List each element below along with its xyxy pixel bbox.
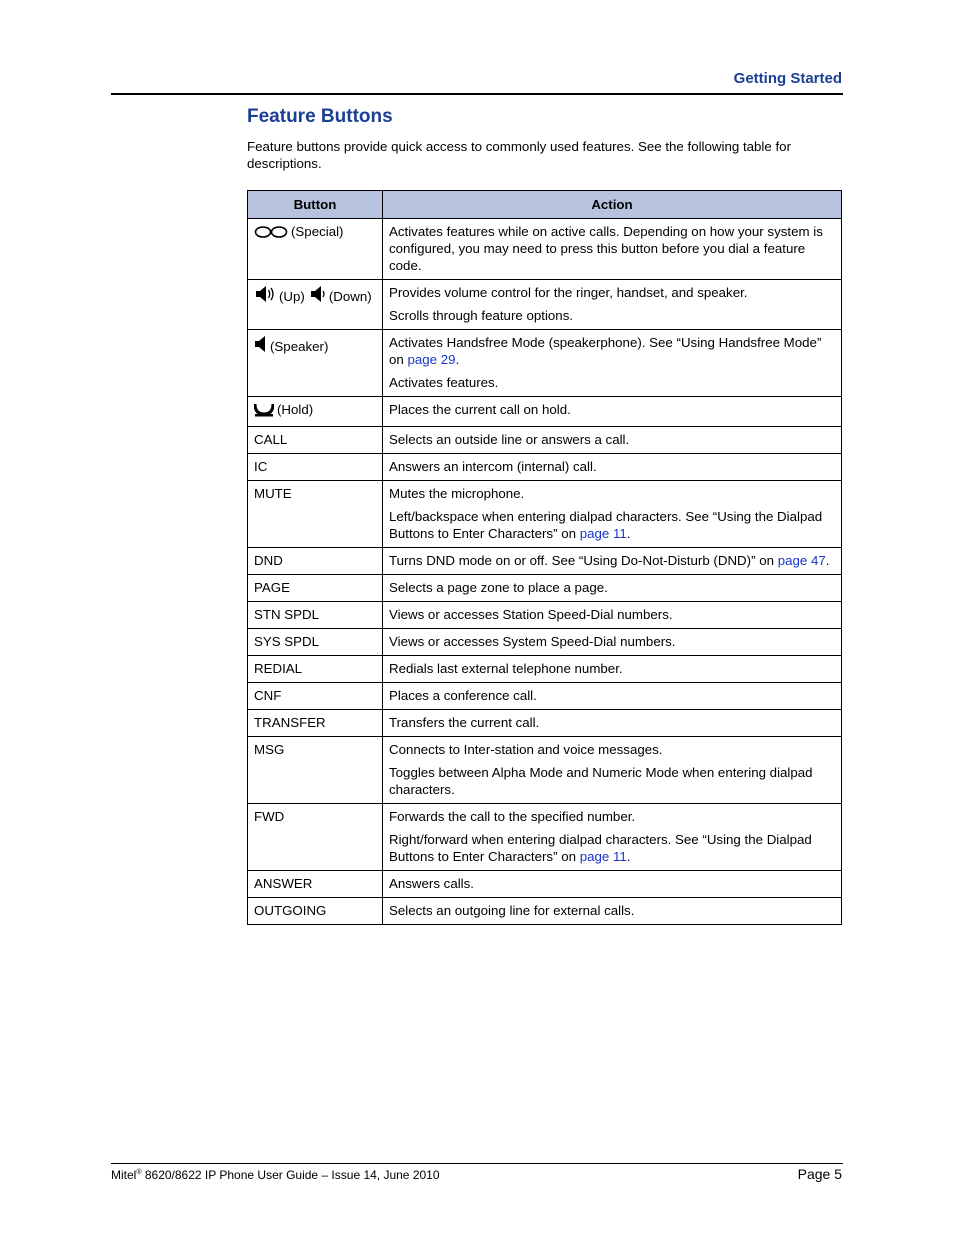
intro-paragraph: Feature buttons provide quick access to commonly used features. See the following table for descriptions.: [247, 139, 791, 171]
table-header-row: [248, 191, 842, 219]
action-text-run: Left/backspace when entering dialpad characters. See “Using the Dialpad Buttons to Enter Characters” on: [389, 509, 823, 541]
running-header: Getting Started: [733, 70, 842, 87]
button-label: (Speaker): [270, 339, 329, 354]
action-text: [389, 458, 835, 475]
action-text-run: Answers calls.: [389, 876, 474, 891]
hold-icon: [254, 401, 274, 421]
action-cell: [383, 710, 842, 737]
button-label: FWD: [254, 809, 285, 824]
action-text: [389, 902, 835, 919]
action-text-run: Connects to Inter-station and voice messages.: [389, 742, 663, 757]
action-text-run: Places the current call on hold.: [389, 402, 571, 417]
action-text-run: Toggles between Alpha Mode and Numeric Mode when entering dialpad characters.: [389, 765, 813, 797]
action-cell: [383, 602, 842, 629]
button-cell: [248, 629, 383, 656]
action-text: [389, 741, 835, 758]
special-key-icon: [254, 225, 288, 243]
button-label: MUTE: [254, 486, 292, 501]
button-cell: [248, 280, 383, 330]
action-cell: [383, 280, 842, 330]
table-row: [248, 683, 842, 710]
action-cell: [383, 804, 842, 871]
action-text: [389, 284, 835, 301]
action-cell: [383, 898, 842, 925]
action-text: [389, 875, 835, 892]
button-cell: [248, 898, 383, 925]
table-row: [248, 548, 842, 575]
button-cell: [248, 427, 383, 454]
button-cell: [248, 454, 383, 481]
action-text: [389, 401, 835, 418]
button-label: PAGE: [254, 580, 290, 595]
table-row: [248, 481, 842, 548]
action-text-run: Places a conference call.: [389, 688, 537, 703]
button-label: REDIAL: [254, 661, 303, 676]
action-text-run: Activates features.: [389, 375, 499, 390]
action-cell: [383, 737, 842, 804]
action-text: [389, 374, 835, 391]
action-cell: [383, 683, 842, 710]
table-row: [248, 629, 842, 656]
action-text-run: Turns DND mode on or off. See “Using Do-Not-Disturb (DND)” on: [389, 553, 778, 568]
page-title: Feature Buttons: [247, 106, 393, 127]
action-text: [389, 660, 835, 677]
volume-up-icon: [254, 284, 276, 308]
action-text-run: Forwards the call to the specified number.: [389, 809, 636, 824]
button-cell: [248, 548, 383, 575]
action-text-run: Mutes the microphone.: [389, 486, 525, 501]
button-label: TRANSFER: [254, 715, 326, 730]
table-row: [248, 737, 842, 804]
action-text: [389, 831, 835, 865]
action-cell: [383, 330, 842, 397]
action-text-run: Selects an outside line or answers a call.: [389, 432, 630, 447]
button-cell: [248, 397, 383, 427]
action-text: [389, 633, 835, 650]
column-header-action: Action: [383, 191, 842, 219]
button-label: IC: [254, 459, 268, 474]
header-rule: [111, 93, 843, 95]
table-row: [248, 427, 842, 454]
table-row: [248, 454, 842, 481]
action-cell: [383, 548, 842, 575]
button-cell: [248, 602, 383, 629]
action-text-run: Scrolls through feature options.: [389, 308, 574, 323]
button-cell: [248, 683, 383, 710]
page-link[interactable]: page 11: [579, 849, 627, 864]
table-row: [248, 871, 842, 898]
table-row: [248, 330, 842, 397]
table-row: [248, 219, 842, 280]
action-text-run: Answers an intercom (internal) call.: [389, 459, 597, 474]
button-label-down: (Down): [328, 289, 372, 304]
action-text: [389, 485, 835, 502]
button-label: SYS SPDL: [254, 634, 320, 649]
table-row: [248, 710, 842, 737]
button-label: (Hold): [277, 402, 314, 417]
button-label: DND: [254, 553, 283, 568]
action-text-run: Selects a page zone to place a page.: [389, 580, 608, 595]
action-text: [389, 552, 835, 569]
action-cell: [383, 575, 842, 602]
column-header-button: Button: [248, 191, 383, 219]
speaker-icon: [254, 334, 267, 358]
action-text: [389, 808, 835, 825]
action-text-run: Views or accesses System Speed-Dial numbers.: [389, 634, 676, 649]
action-text-run: Transfers the current call.: [389, 715, 540, 730]
action-cell: [383, 629, 842, 656]
action-text: [389, 687, 835, 704]
table-row: [248, 280, 842, 330]
button-label: OUTGOING: [254, 903, 327, 918]
action-text-after: .: [626, 526, 631, 541]
page-link[interactable]: page 47: [777, 553, 826, 568]
page-link[interactable]: page 11: [579, 526, 627, 541]
button-cell: [248, 710, 383, 737]
button-label: ANSWER: [254, 876, 313, 891]
action-text-run: Redials last external telephone number.: [389, 661, 623, 676]
action-text: [389, 714, 835, 731]
action-text-run: Right/forward when entering dialpad characters. See “Using the Dialpad Buttons to Enter Characters” on: [389, 832, 812, 864]
page-number: Page 5: [797, 1166, 842, 1182]
table-row: [248, 602, 842, 629]
action-text-run: Selects an outgoing line for external calls.: [389, 903, 635, 918]
action-cell: [383, 397, 842, 427]
button-label: (Special): [291, 224, 344, 239]
action-text-after: .: [825, 553, 830, 568]
table-row: [248, 397, 842, 427]
footer-doc-name: 8620/8622 IP Phone User Guide – Issue 14, June 2010: [141, 1168, 440, 1182]
action-text: [389, 508, 835, 542]
footer-rule: [111, 1163, 843, 1164]
action-text: [389, 764, 835, 798]
registered-mark: ®: [136, 1169, 142, 1176]
button-cell: [248, 737, 383, 804]
action-text: [389, 307, 835, 324]
action-cell: [383, 871, 842, 898]
button-cell: [248, 656, 383, 683]
action-text-run: Activates features while on active calls. Depending on how your system is configured, you may need to press this button before you dial a feature code.: [389, 224, 823, 273]
feature-buttons-table: [247, 190, 842, 925]
action-text: [389, 431, 835, 448]
action-cell: [383, 219, 842, 280]
table-row: [248, 898, 842, 925]
button-cell: [248, 871, 383, 898]
button-label: CALL: [254, 432, 288, 447]
table-row: [248, 575, 842, 602]
action-text-run: Activates Handsfree Mode (speakerphone). See “Using Handsfree Mode” on: [389, 335, 822, 367]
button-cell: [248, 330, 383, 397]
action-cell: [383, 656, 842, 683]
action-text-after: .: [626, 849, 631, 864]
button-label: CNF: [254, 688, 282, 703]
table-row: [248, 804, 842, 871]
footer-brand: Mitel: [111, 1168, 137, 1182]
action-text: [389, 606, 835, 623]
table-body: [248, 219, 842, 925]
action-text-run: Provides volume control for the ringer, handset, and speaker.: [389, 285, 748, 300]
button-cell: [248, 219, 383, 280]
button-label-up: (Up): [279, 289, 305, 304]
action-cell: [383, 454, 842, 481]
button-label: MSG: [254, 742, 285, 757]
page-link[interactable]: page 29: [407, 352, 456, 367]
action-text-run: Views or accesses Station Speed-Dial numbers.: [389, 607, 673, 622]
table-row: [248, 656, 842, 683]
volume-down-icon: [310, 284, 326, 308]
action-cell: [383, 481, 842, 548]
button-cell: [248, 804, 383, 871]
action-cell: [383, 427, 842, 454]
button-cell: [248, 481, 383, 548]
action-text: [389, 334, 835, 368]
button-label: STN SPDL: [254, 607, 320, 622]
action-text-after: .: [455, 352, 460, 367]
action-text: [389, 223, 835, 274]
action-text: [389, 579, 835, 596]
footer-doc-title: [111, 1168, 440, 1182]
button-cell: [248, 575, 383, 602]
